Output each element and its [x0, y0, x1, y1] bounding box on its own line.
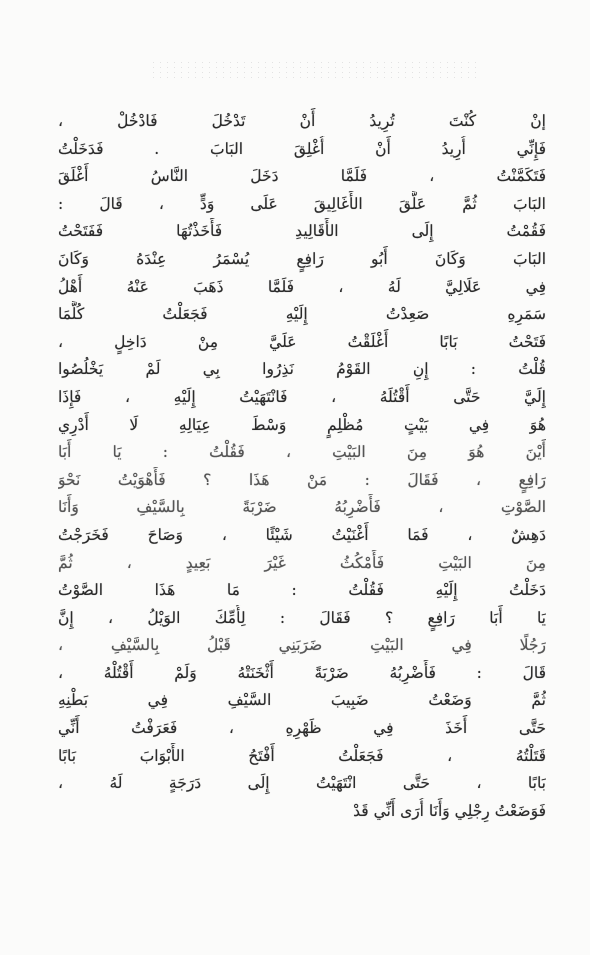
text-line: قُلْتُ : إِنِ القَوْمُ نَذِرُوا بِي لَمْ يَخْلُصُوا [58, 360, 546, 379]
text-line: فَإِنِّي أُرِيدُ أَنْ أُغْلِقَ البَابَ . فَدَخَلْتُ [58, 139, 546, 158]
text-line: يَا أَبَا رَافِعٍ ؟ فَقَالَ : لِأُمِّكَ الوَيْلُ ، إِنَّ [58, 608, 546, 627]
text-line: الصَّوْتِ ، فَأَضْرِبُهُ ضَرْبَةً بِالسَّيْفِ وَأَنَا [58, 498, 546, 517]
text-line: فَتَحْتُ بَابًا أَغْلَقْتُ عَلَيَّ مِنْ دَاخِلٍ ، [58, 332, 546, 351]
text-line: ثُمَّ وَضَعْتُ ضَبِيبَ السَّيْفِ فِي بَطْنِهِ [58, 691, 546, 710]
text-line: قَالَ : فَأَضْرِبُهُ ضَرْبَةً أَثْخَنَتْهُ وَلَمْ أَقْتُلْهُ ، [58, 663, 546, 682]
text-line: هُوَ فِي بَيْتٍ مُظْلِمٍ وَسْطَ عِيَالِهِ لَا أَدْرِي [58, 415, 546, 434]
text-line: فَوَضَعْتُ رِجْلِي وَأَنَا أُرَى أَنِّي قَدْ [353, 801, 546, 820]
text-line: فَتَكَمَّنْتُ ، فَلَمَّا دَخَلَ النَّاسُ أَغْلَقَ [58, 167, 546, 186]
text-line: رَافِعٍ ، فَقَالَ : مَنْ هَذَا ؟ فَأَهْوَيْتُ نَحْوَ [58, 470, 546, 489]
text-line: سَمَرِهِ صَعِدْتُ إِلَيْهِ فَجَعَلْتُ كُلَّمَا [58, 305, 546, 324]
text-line: دَهِشٌ ، فَمَا أَغْنَيْتُ شَيْئًا ، وَصَاحَ فَخَرَجْتُ [58, 525, 546, 544]
text-line: بَابًا ، حَتَّى انْتَهَيْتُ إِلَى دَرَجَةٍ لَهُ ، [58, 774, 546, 793]
text-line: قَتَلْتُهُ ، فَجَعَلْتُ أَفْتَحُ الأَبْوَابَ بَابًا [58, 746, 546, 765]
text-line: دَخَلْتُ إِلَيْهِ فَقُلْتُ : مَا هَذَا الصَّوْتُ [58, 581, 546, 600]
text-line: البَابَ وَكَانَ أَبُو رَافِعٍ يُسْمَرُ عِنْدَهُ وَكَانَ [58, 249, 546, 268]
text-line: فِي عَلَالِيَّ لَهُ ، فَلَمَّا ذَهَبَ عَنْهُ أَهْلُ [58, 277, 546, 296]
text-line: إنْ كُنْتَ تُرِيدُ أَنْ تَدْخُلَ فَادْخُلْ ، [58, 112, 546, 130]
text-line: البَابَ ثُمَّ عَلَّقَ الأَغَالِيقَ عَلَى وَدٍّ ، قَالَ : [58, 194, 546, 213]
text-line: مِنَ البَيْتِ فَأَمْكُثُ غَيْرَ بَعِيدٍ ، ثُمَّ [58, 553, 546, 572]
text-line: رَجُلًا فِي البَيْتِ ضَرَبَنِي قَبْلُ بِالسَّيْفِ ، [58, 636, 546, 655]
text-line: إِلَيَّ حَتَّى أَقْتُلَهُ ، فَانْتَهَيْتُ إِلَيْهِ ، فَإِذَا [58, 387, 546, 406]
scan-speckle [150, 60, 480, 80]
text-line: أَيْنَ هُوَ مِنَ البَيْتِ ، فَقُلْتُ : يَا أَبَا [58, 443, 546, 462]
text-line: فَقُمْتُ إِلَى الأَقَالِيدِ فَأَخَذْتُهَا فَفَتَحْتُ [58, 222, 546, 241]
arabic-text-block [58, 108, 546, 825]
text-line: حَتَّى أَخَذَ فِي ظَهْرِهِ ، فَعَرَفْتُ أَنِّي [58, 719, 546, 738]
